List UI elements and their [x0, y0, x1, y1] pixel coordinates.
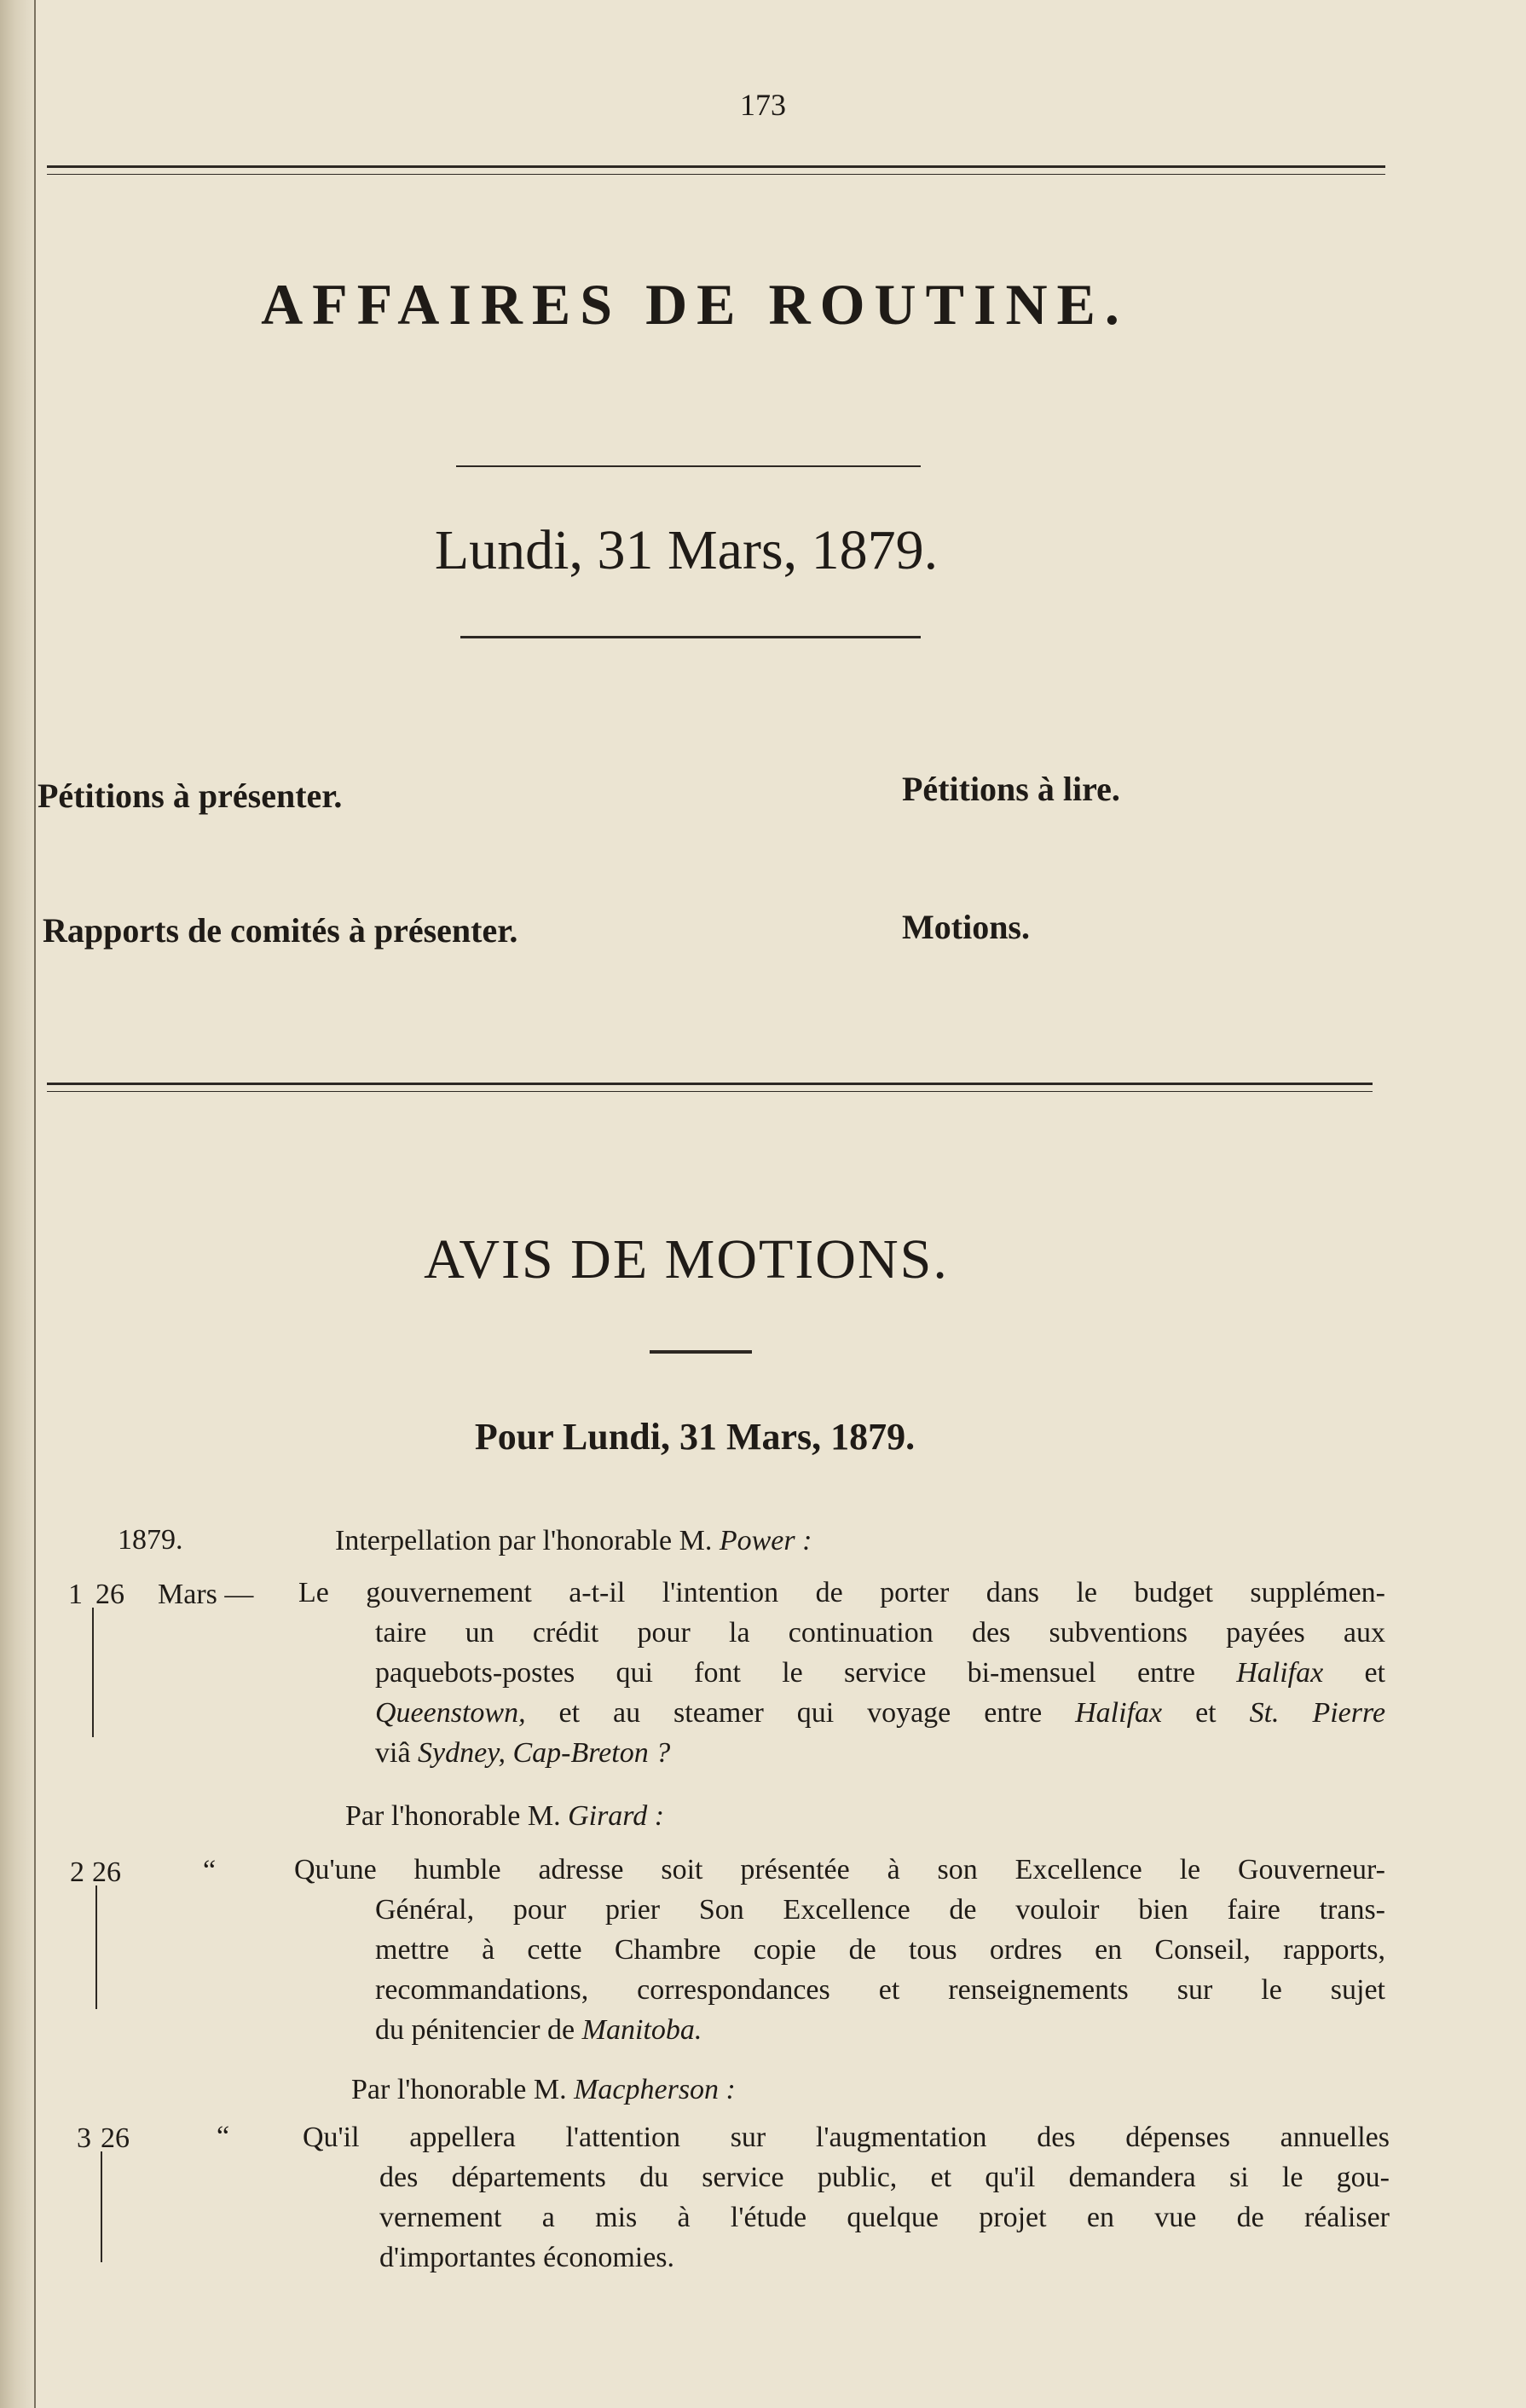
section-double-rule	[47, 1083, 1373, 1092]
section-heading: AFFAIRES DE ROUTINE.	[261, 272, 1129, 337]
rapports-comites: Rapports de comités à présenter.	[43, 911, 518, 950]
motion-2-number: 2	[70, 1857, 84, 1888]
routine-date: Lundi, 31 Mars, 1879.	[434, 519, 939, 581]
motion-1-bracket	[92, 1608, 94, 1737]
motion-2-line: mettre à cette Chambre copie de tous ordres en Conseil, rapports,	[375, 1934, 1385, 1966]
motion-3-ditto: “	[217, 2121, 230, 2152]
avis-heading: AVIS DE MOTIONS.	[424, 1228, 949, 1291]
motion-2-line: Général, pour prier Son Excellence de vouloir bien faire trans-	[375, 1894, 1385, 1926]
motion-3-day: 26	[101, 2122, 130, 2154]
motion-1-line: viâ Sydney, Cap-Breton ?	[375, 1737, 671, 1769]
motion-2-line: Qu'une humble adresse soit présentée à son Excellence le Gouverneur-	[294, 1854, 1385, 1885]
petitions-presenter: Pétitions à présenter.	[38, 777, 343, 815]
motion-3-line: vernement a mis à l'étude quelque projet en vue de réaliser	[379, 2202, 1390, 2233]
top-double-rule	[47, 165, 1385, 175]
motion-2-bracket	[95, 1885, 97, 2009]
member-name: Macpherson :	[574, 2074, 736, 2105]
motion-3-body	[303, 2117, 1390, 2278]
motion-1-line: taire un crédit pour la continuation des subventions payées aux	[375, 1617, 1385, 1649]
motion-2-line: recommandations, correspondances et renseignements sur le sujet	[375, 1974, 1385, 2006]
motion-2-day: 26	[92, 1857, 121, 1888]
motion-3-author: Par l'honorable M. Macpherson :	[351, 2074, 736, 2105]
avis-date: Pour Lundi, 31 Mars, 1879.	[474, 1416, 916, 1458]
motion-1-author: Interpellation par l'honorable M. Power :	[335, 1525, 812, 1556]
motion-2-line: du pénitencier de Manitoba.	[375, 2014, 702, 2046]
heading-rule	[456, 465, 921, 467]
motion-3-line: d'importantes économies.	[379, 2242, 675, 2273]
member-name: Girard :	[568, 1800, 665, 1832]
motion-1-line: paquebots-postes qui font le service bi-mensuel entre Halifax et	[375, 1657, 1385, 1689]
page-number: 173	[740, 88, 786, 122]
motion-2-author: Par l'honorable M. Girard :	[345, 1800, 665, 1832]
motion-2-ditto: “	[203, 1855, 217, 1886]
motion-3-number: 3	[77, 2122, 91, 2154]
motion-2-body	[294, 1850, 1385, 2050]
motion-3-bracket	[101, 2151, 102, 2262]
motion-1-month: Mars —	[158, 1579, 254, 1610]
avis-rule	[650, 1350, 752, 1354]
motion-1-line: Le gouvernement a-t-il l'intention de porter dans le budget supplémen-	[298, 1577, 1385, 1608]
member-name: Power :	[719, 1525, 812, 1556]
motion-3-line: des départements du service public, et qu'il demandera si le gou-	[379, 2162, 1390, 2193]
motion-1-body	[298, 1573, 1385, 1773]
year-label: 1879.	[118, 1524, 183, 1556]
date-rule	[460, 636, 921, 638]
motion-1-number: 1	[68, 1579, 83, 1610]
page-binding-edge	[0, 0, 36, 2408]
motion-1-line: Queenstown, et au steamer qui voyage entre Halifax et St. Pierre	[375, 1697, 1386, 1729]
motions: Motions.	[902, 908, 1030, 946]
petitions-lire: Pétitions à lire.	[902, 770, 1120, 808]
motion-1-day: 26	[95, 1579, 124, 1610]
motion-3-line: Qu'il appellera l'attention sur l'augmentation des dépenses annuelles	[303, 2122, 1390, 2153]
